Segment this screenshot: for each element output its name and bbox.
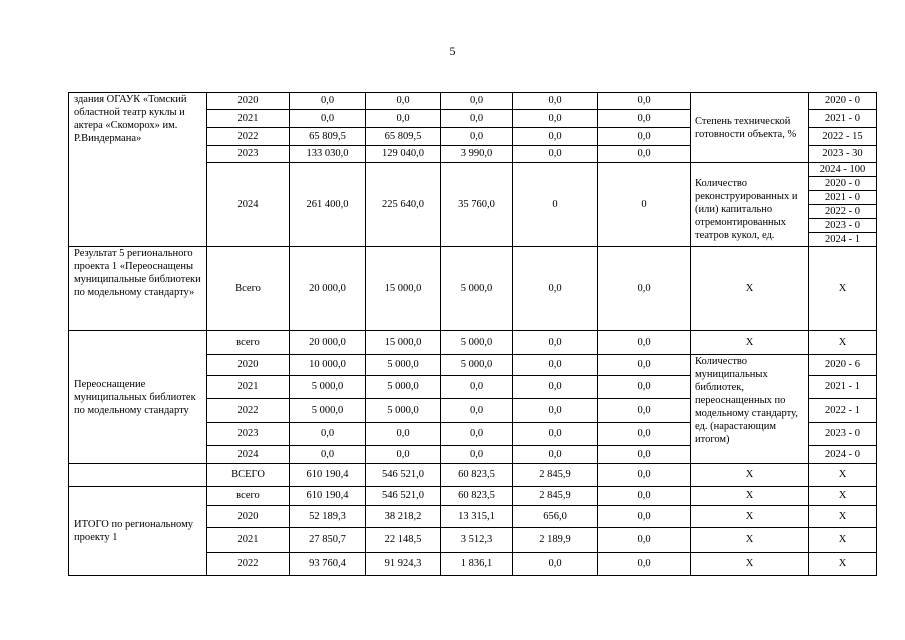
value-cell: 65 809,5 <box>366 128 441 146</box>
value-cell: 10 000,0 <box>290 355 366 376</box>
indicator-value: Х <box>809 247 877 331</box>
year-cell: 2020 <box>207 506 290 528</box>
value-cell: 2 845,9 <box>513 487 598 506</box>
value-cell: 610 190,4 <box>290 487 366 506</box>
value-cell: 0,0 <box>598 423 691 446</box>
row-label: ИТОГО по региональному проекту 1 <box>69 487 207 576</box>
value-cell: 5 000,0 <box>366 399 441 423</box>
value-cell: 27 850,7 <box>290 528 366 553</box>
value-cell: 3 512,3 <box>441 528 513 553</box>
value-cell: 0,0 <box>366 110 441 128</box>
value-cell: 1 836,1 <box>441 553 513 576</box>
value-cell: 5 000,0 <box>441 355 513 376</box>
value-cell: 15 000,0 <box>366 331 441 355</box>
value-cell: 129 040,0 <box>366 146 441 163</box>
value-cell: 0,0 <box>598 355 691 376</box>
indicator-value: 2022 - 1 <box>809 399 877 423</box>
year-cell: 2023 <box>207 146 290 163</box>
indicator-value: 2024 - 100 <box>819 164 866 175</box>
value-cell: 0,0 <box>290 446 366 464</box>
value-cell: 0 <box>598 163 691 247</box>
indicator-values-stack <box>809 163 877 247</box>
table-row <box>69 247 877 331</box>
indicator-cell: Х <box>691 506 809 528</box>
value-cell: 0,0 <box>513 331 598 355</box>
year-cell: 2020 <box>207 355 290 376</box>
indicator-cell: Х <box>691 331 809 355</box>
indicator-value: 2021 - 0 <box>809 110 877 128</box>
indicator-value: 2024 - 0 <box>809 446 877 464</box>
indicator-value: 2024 - 1 <box>809 232 876 246</box>
value-cell: 610 190,4 <box>290 464 366 487</box>
value-cell: 0,0 <box>441 376 513 399</box>
value-cell: 0,0 <box>441 128 513 146</box>
value-cell: 15 000,0 <box>366 247 441 331</box>
indicator-value: 2022 - 0 <box>809 204 876 218</box>
value-cell: 0,0 <box>513 423 598 446</box>
table-row <box>69 464 877 487</box>
value-cell: 0,0 <box>513 376 598 399</box>
indicator-value: 2021 - 0 <box>809 190 876 204</box>
value-cell: 20 000,0 <box>290 247 366 331</box>
year-cell: 2021 <box>207 110 290 128</box>
value-cell: 0,0 <box>513 93 598 110</box>
value-cell: 5 000,0 <box>366 355 441 376</box>
value-cell: 0,0 <box>598 146 691 163</box>
year-cell: 2021 <box>207 528 290 553</box>
value-cell: 0,0 <box>598 553 691 576</box>
value-cell: 0,0 <box>513 247 598 331</box>
indicator-cell: Х <box>691 247 809 331</box>
value-cell: 60 823,5 <box>441 464 513 487</box>
indicator-cell: Степень технической готовности объекта, % <box>691 93 809 163</box>
value-cell: 0,0 <box>441 399 513 423</box>
value-cell: 0,0 <box>598 247 691 331</box>
table-row <box>69 331 877 355</box>
value-cell: 5 000,0 <box>441 247 513 331</box>
value-cell: 0,0 <box>513 355 598 376</box>
value-cell: 546 521,0 <box>366 487 441 506</box>
year-cell: 2024 <box>207 446 290 464</box>
value-cell: 0,0 <box>441 93 513 110</box>
indicator-value: Х <box>809 506 877 528</box>
value-cell: 261 400,0 <box>290 163 366 247</box>
value-cell: 0,0 <box>598 528 691 553</box>
value-cell: 2 845,9 <box>513 464 598 487</box>
year-cell: 2021 <box>207 376 290 399</box>
value-cell: 5 000,0 <box>366 376 441 399</box>
value-cell: 20 000,0 <box>290 331 366 355</box>
value-cell: 93 760,4 <box>290 553 366 576</box>
year-cell: 2024 <box>207 163 290 247</box>
row-label <box>69 464 207 487</box>
value-cell: 0,0 <box>441 446 513 464</box>
indicator-value: 2022 - 15 <box>809 128 877 146</box>
value-cell: 0,0 <box>290 110 366 128</box>
value-cell: 65 809,5 <box>290 128 366 146</box>
indicator-cell: Х <box>691 528 809 553</box>
value-cell: 133 030,0 <box>290 146 366 163</box>
value-cell: 0,0 <box>513 146 598 163</box>
indicator-cell: Количество муниципальных библиотек, переоснащенных по модельному стандарту, ед. (нарастающим итогом) <box>691 355 809 464</box>
value-cell: 0,0 <box>513 128 598 146</box>
value-cell: 0,0 <box>290 423 366 446</box>
indicator-value: 2023 - 0 <box>809 218 876 232</box>
value-cell: 0,0 <box>598 464 691 487</box>
indicator-value: Х <box>809 331 877 355</box>
value-cell: 546 521,0 <box>366 464 441 487</box>
indicator-cell: Х <box>691 487 809 506</box>
indicator-value: Х <box>809 464 877 487</box>
indicator-cell: Количество реконструированных и (или) капитально отремонтированных театров кукол, ед. <box>691 163 809 247</box>
value-cell: 91 924,3 <box>366 553 441 576</box>
year-cell: всего <box>207 331 290 355</box>
value-cell: 5 000,0 <box>290 376 366 399</box>
indicator-value: 2023 - 30 <box>809 146 877 163</box>
indicator-value: Х <box>809 553 877 576</box>
value-cell: 0 <box>513 163 598 247</box>
value-cell: 0,0 <box>598 487 691 506</box>
value-cell: 38 218,2 <box>366 506 441 528</box>
value-cell: 0,0 <box>513 553 598 576</box>
year-cell: Всего <box>207 247 290 331</box>
value-cell: 5 000,0 <box>441 331 513 355</box>
year-cell: всего <box>207 487 290 506</box>
indicator-value: 2020 - 0 <box>809 93 877 110</box>
value-cell: 656,0 <box>513 506 598 528</box>
value-cell: 225 640,0 <box>366 163 441 247</box>
year-cell: ВСЕГО <box>207 464 290 487</box>
row-label: Переоснащение муниципальных библиотек по модельному стандарту <box>69 331 207 464</box>
value-cell: 13 315,1 <box>441 506 513 528</box>
indicator-value: 2023 - 0 <box>809 423 877 446</box>
value-cell: 52 189,3 <box>290 506 366 528</box>
value-cell: 22 148,5 <box>366 528 441 553</box>
value-cell: 0,0 <box>513 399 598 423</box>
value-cell: 0,0 <box>441 110 513 128</box>
value-cell: 0,0 <box>598 331 691 355</box>
page-number: 5 <box>449 44 456 58</box>
value-cell: 0,0 <box>598 506 691 528</box>
year-cell: 2023 <box>207 423 290 446</box>
row-label: Результат 5 регионального проекта 1 «Переоснащены муниципальные библиотеки по модельному стандарту» <box>69 247 207 331</box>
indicator-cell: Х <box>691 464 809 487</box>
budget-table <box>68 92 877 576</box>
value-cell: 0,0 <box>441 423 513 446</box>
value-cell: 35 760,0 <box>441 163 513 247</box>
value-cell: 60 823,5 <box>441 487 513 506</box>
value-cell: 0,0 <box>598 128 691 146</box>
indicator-value: 2020 - 6 <box>809 355 877 376</box>
value-cell: 3 990,0 <box>441 146 513 163</box>
value-cell: 0,0 <box>366 423 441 446</box>
value-cell: 0,0 <box>366 446 441 464</box>
row-label: здания ОГАУК «Томский областной театр куклы и актера «Скоморох» им. Р.Виндермана» <box>69 93 207 247</box>
table-row <box>69 93 877 110</box>
table-row <box>69 487 877 506</box>
indicator-value: 2021 - 1 <box>809 376 877 399</box>
value-cell: 5 000,0 <box>290 399 366 423</box>
year-cell: 2022 <box>207 553 290 576</box>
year-cell: 2022 <box>207 128 290 146</box>
indicator-value: Х <box>809 487 877 506</box>
value-cell: 0,0 <box>513 446 598 464</box>
value-cell: 0,0 <box>290 93 366 110</box>
value-cell: 0,0 <box>598 399 691 423</box>
year-cell: 2022 <box>207 399 290 423</box>
indicator-cell: Х <box>691 553 809 576</box>
value-cell: 0,0 <box>598 93 691 110</box>
value-cell: 0,0 <box>513 110 598 128</box>
value-cell: 0,0 <box>598 446 691 464</box>
value-cell: 0,0 <box>366 93 441 110</box>
year-cell: 2020 <box>207 93 290 110</box>
value-cell: 0,0 <box>598 110 691 128</box>
value-cell: 2 189,9 <box>513 528 598 553</box>
indicator-value: 2020 - 0 <box>809 176 876 190</box>
indicator-value: Х <box>809 528 877 553</box>
value-cell: 0,0 <box>598 376 691 399</box>
